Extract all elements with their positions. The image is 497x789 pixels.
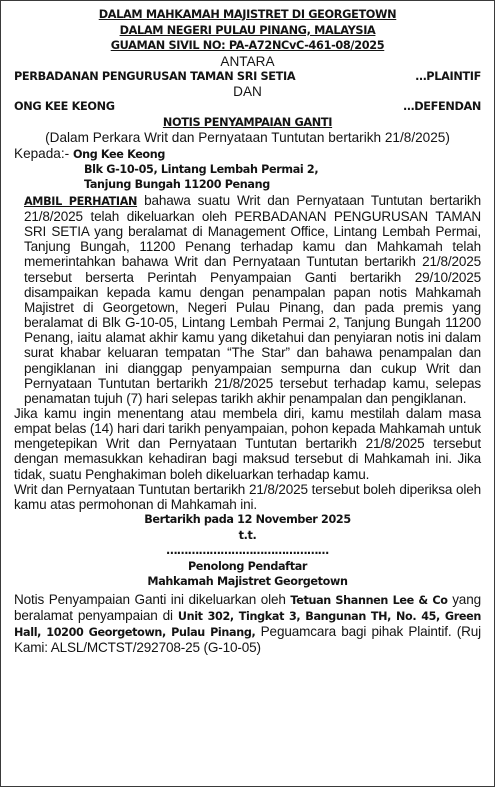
defendant-role: …DEFENDAN — [403, 100, 481, 114]
footer-firm: Tetuan Shannen Lee & Co — [290, 593, 448, 607]
addressee-line — [14, 146, 481, 162]
notice-subtitle: (Dalam Perkara Writ dan Pernyataan Tuntutan bertarikh 21/8/2025) — [45, 130, 450, 146]
footer-address: Unit 302, Tingkat 3, Bangunan TH, No. 45, Green Hall, 10200 Georgetown, Pulau Pinang, — [14, 609, 481, 639]
paragraph-2: Jika kamu ingin menentang atau membela diri, kamu mestilah dalam masa empat belas (14) hari dari tarikh penyampaian, pohon kepada Mahkamah untuk mengetepikan Writ dan Pernyataan Tuntutan bertarikh 21/8/2025 tersebut dengan memasukkan kehadiran bagi maksud tersebut di Mahkamah ini. Jika tidak, suatu Penghakiman boleh dikeluarkan terhadap kamu. — [14, 406, 481, 482]
ambil-perhatian: AMBIL PERHATIAN — [24, 194, 138, 208]
signature-dots: ……………………………………… — [166, 544, 329, 558]
suit-number: GUAMAN SIVIL NO: PA-A72NCvC-461-08/2025 — [110, 39, 385, 52]
footer-post: Peguamcara bagi pihak Plaintif. (Ruj Kami: ALSL/MCTST/292708-25 (G-10-05) — [14, 623, 481, 656]
signer-title: Penolong Pendaftar — [187, 559, 308, 573]
notice-title: NOTIS PENYAMPAIAN GANTI — [162, 115, 333, 129]
signer-court: Mahkamah Majistret Georgetown — [147, 575, 348, 589]
dated-line: Bertarikh pada 12 November 2025 — [144, 513, 351, 527]
footer-pre: Notis Penyampaian Ganti ini dikeluarkan oleh — [14, 591, 286, 607]
to-label: Kepada:- — [14, 145, 70, 161]
to-address-line2: Tanjung Bungah 11200 Penang — [84, 178, 270, 192]
defendant-row — [14, 99, 481, 115]
paragraph-notice — [14, 193, 481, 406]
tt-line: t.t. — [238, 528, 257, 542]
plaintiff-name: PERBADANAN PENGURUSAN TAMAN SRI SETIA — [14, 69, 296, 83]
plaintiff-row — [14, 69, 481, 85]
to-address-line1: Blk G-10-05, Lintang Lembah Permai 2, — [84, 162, 319, 176]
footer-paragraph — [14, 592, 481, 656]
to-name: Ong Kee Keong — [72, 147, 166, 161]
and-label: DAN — [233, 84, 262, 100]
plaintiff-role: …PLAINTIF — [415, 69, 481, 83]
paragraph-3: Writ dan Pernyataan Tuntutan bertarikh 21/8/2025 tersebut boleh diperiksa oleh kamu atas permohonan di Mahkamah ini. — [14, 481, 481, 512]
paragraph-1-text: bahawa suatu Writ dan Pernyataan Tuntutan bertarikh 21/8/2025 telah dikeluarkan oleh PERBADANAN PENGURUSAN TAMAN SRI SETIA yang beralamat di Management Office, Lintang Lembah Permai, Tanjung Bungah, 11200 Penang terhadap kamu dan Mahkamah telah memerintahkan bahawa Writ dan Pernyataan Tuntutan bertarikh 21/8/2025 tersebut berserta Perintah Penyampaian Ganti bertarikh 29/10/2025 disampaikan kepada kamu dengan penampalan papan notis Mahkamah Majistret di Georgetown, Negeri Pulau Pinang, dan pada premis yang beralamat di Blk G-10-05, Lintang Lembah Permai 2, Tanjung Bungah 11200 Penang, iaitu alamat akhir kamu yang diketahui dan penyiaran notis ini dalam surat khabar keluaran tempatan “The Star” dan bahawa penampalan dan pengiklanan ini dianggap penyampaian sempurna dan cukup Writ dan Pernyataan Tuntutan bertarikh 21/8/2025 tersebut terhadap kamu, selepas penamatan tujuh (7) hari selepas tarikh akhir penampalan dan pengiklanan. — [24, 192, 481, 406]
notice-body — [1, 1, 494, 655]
defendant-name: ONG KEE KEONG — [14, 100, 115, 114]
court-heading: DALAM MAHKAMAH MAJISTRET DI GEORGETOWN — [98, 8, 397, 21]
footer-mid: yang beralamat penyampaian di — [14, 591, 481, 623]
between-label: ANTARA — [220, 53, 275, 69]
state-heading: DALAM NEGERI PULAU PINANG, MALAYSIA — [119, 23, 376, 37]
